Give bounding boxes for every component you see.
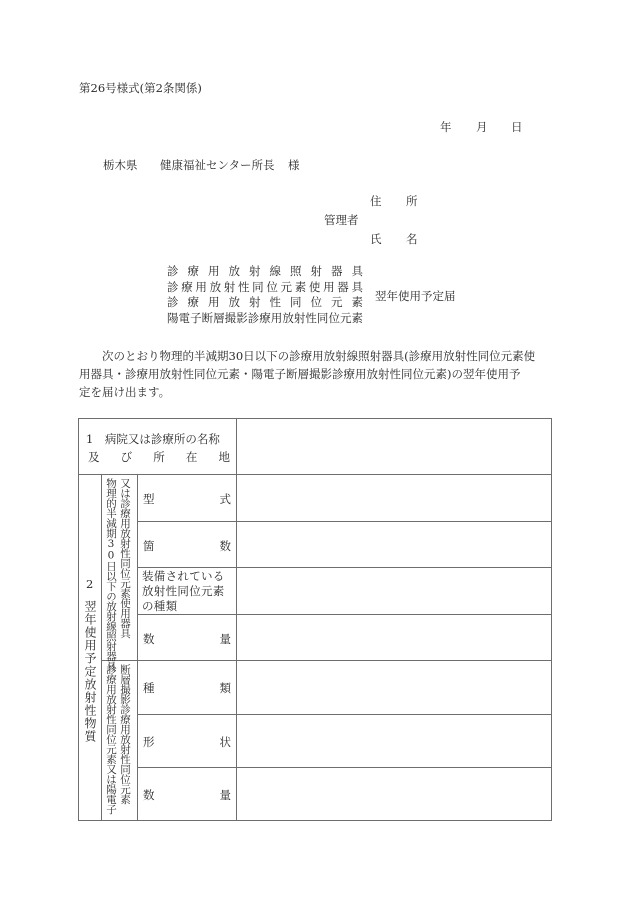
table-divider-section-col <box>101 474 102 821</box>
title-char: 用 <box>208 295 220 309</box>
label-char: 量 <box>219 788 231 802</box>
manager-label: 管理者 <box>324 213 359 227</box>
title-char: 影 <box>236 310 248 325</box>
title-char: 放 <box>282 310 294 325</box>
title-char: 同 <box>316 310 329 325</box>
label-char: 地 <box>218 450 230 464</box>
title-char: 射 <box>293 310 306 325</box>
title-char: 用 <box>270 310 283 325</box>
label-char: 在 <box>185 450 198 464</box>
title-char: 具 <box>351 279 363 294</box>
date-month-label: 月 <box>476 120 488 134</box>
group1-label-right: 又は診療用放射性同位元素使用器具 <box>119 478 131 638</box>
title-char: 電 <box>178 310 191 325</box>
title-char: 元 <box>331 295 343 309</box>
form-number: 第26号様式(第2条関係) <box>79 81 202 95</box>
title-char: 位 <box>328 310 340 325</box>
quantity-label-1 <box>143 631 231 647</box>
quantity-label-2 <box>143 787 231 803</box>
hospital-name-label: 1 病院又は診療所の名称 <box>86 432 220 446</box>
section-2-number: 2 <box>86 577 94 591</box>
title-char: 放 <box>228 295 240 309</box>
address-label-2: 所 <box>406 194 418 208</box>
title-char: 照 <box>290 264 302 278</box>
title-char: 撮 <box>224 310 237 325</box>
date-day-label: 日 <box>511 120 523 134</box>
type-label <box>143 680 231 696</box>
label-char: 及 <box>88 450 100 464</box>
title-char: 元 <box>339 310 352 325</box>
title-char: 層 <box>213 310 225 325</box>
group2-label-right: 断層撮影診療用放射性同位元素 <box>119 664 131 804</box>
quantity-field-1[interactable] <box>237 615 551 660</box>
title-char: 素 <box>351 310 363 325</box>
section-2-label: 翌年使用予定放射性物質 <box>83 600 97 743</box>
title-char: 射 <box>249 264 261 278</box>
title-char: 用 <box>195 279 207 294</box>
body-line-3: 定を届け出ます。 <box>79 385 171 399</box>
group1-label-left: 物理的半減期30日以下の放射線照射器具 <box>105 478 117 671</box>
title-char: 子 <box>190 310 202 325</box>
label-char: 数 <box>219 539 231 553</box>
name-label-1: 氏 <box>370 232 382 246</box>
title-char: 性 <box>269 295 281 309</box>
hospital-name-address-field[interactable] <box>237 419 551 474</box>
table-border-bottom <box>78 820 552 821</box>
addressee-prefecture: 栃木県 <box>103 158 138 172</box>
body-line-1: 次のとおり物理的半減期30日以下の診療用放射線照射器具(診療用放射性同位元素使 <box>102 349 536 363</box>
title-char: 療 <box>181 279 193 294</box>
addressee-honorific: 様 <box>288 158 300 172</box>
form-field[interactable] <box>237 715 551 767</box>
name-label-2: 名 <box>406 232 418 246</box>
address-label-1: 住 <box>370 194 382 208</box>
table-border-right <box>551 418 552 821</box>
label-char: び <box>120 450 133 464</box>
table-divider-group-col <box>137 474 138 821</box>
label-char: 箇 <box>143 539 155 553</box>
label-char: 式 <box>219 492 231 506</box>
hospital-address-label <box>88 449 230 465</box>
document-title <box>167 264 363 326</box>
body-line-2: 用器具・診療用放射性同位元素・陽電子断層撮影診療用放射性同位元素)の翌年使用予 <box>79 367 521 381</box>
count-label <box>143 538 231 554</box>
equipped-isotope-type-label: 装備されている放射性同位元素の種類 <box>142 569 225 613</box>
label-char: 所 <box>153 450 165 464</box>
title-char: 療 <box>187 264 199 278</box>
addressee-office: 健康福祉センター所長 <box>160 158 275 172</box>
title-char: 使 <box>308 279 321 294</box>
title-char: 陽 <box>167 310 179 325</box>
title-char: 断 <box>201 310 214 325</box>
quantity-field-2[interactable] <box>237 768 551 820</box>
title-char: 同 <box>252 279 264 294</box>
title-char: 位 <box>310 295 322 309</box>
title-char: 診 <box>167 264 179 278</box>
title-char: 性 <box>305 310 317 325</box>
label-char: 種 <box>143 681 155 695</box>
title-line-2 <box>167 280 363 296</box>
label-char: 型 <box>143 492 155 506</box>
title-char: 器 <box>337 279 349 294</box>
title-char: 素 <box>351 295 363 309</box>
label-char: 量 <box>219 632 231 646</box>
title-line-3 <box>167 295 363 311</box>
title-char: 診 <box>167 295 179 309</box>
title-char: 放 <box>209 279 222 294</box>
title-char: 診 <box>247 310 260 325</box>
title-char: 器 <box>331 264 343 278</box>
label-char: 数 <box>143 788 155 802</box>
model-field[interactable] <box>237 475 551 521</box>
title-char: 射 <box>310 264 322 278</box>
group2-label-left: 診療用放射性同位元素又は陽電子 <box>105 664 117 814</box>
table-border-left <box>78 418 79 821</box>
title-char: 射 <box>249 295 261 309</box>
equipped-isotope-type-field[interactable] <box>237 568 551 614</box>
title-char: 用 <box>323 279 335 294</box>
title-line-4 <box>167 311 363 327</box>
title-line-1 <box>167 264 363 280</box>
title-char: 位 <box>266 279 278 294</box>
title-char: 線 <box>269 264 281 278</box>
count-field[interactable] <box>237 522 551 567</box>
form-label <box>143 734 231 750</box>
label-char: 形 <box>143 735 155 749</box>
title-char: 療 <box>187 295 199 309</box>
label-char: 状 <box>219 735 231 749</box>
title-char: 用 <box>208 264 220 278</box>
date-year-label: 年 <box>440 120 452 134</box>
model-label <box>143 491 231 507</box>
title-char: 射 <box>223 279 236 294</box>
title-suffix: 翌年使用予定届 <box>375 289 456 303</box>
title-char: 元 <box>280 279 292 294</box>
title-char: 素 <box>294 279 307 294</box>
title-char: 放 <box>228 264 240 278</box>
label-char: 類 <box>219 681 231 695</box>
title-char: 療 <box>259 310 271 325</box>
title-char: 性 <box>237 279 250 294</box>
title-char: 診 <box>167 279 179 294</box>
title-char: 具 <box>351 264 363 278</box>
type-field[interactable] <box>237 661 551 714</box>
label-char: 数 <box>143 632 155 646</box>
title-char: 同 <box>290 295 302 309</box>
